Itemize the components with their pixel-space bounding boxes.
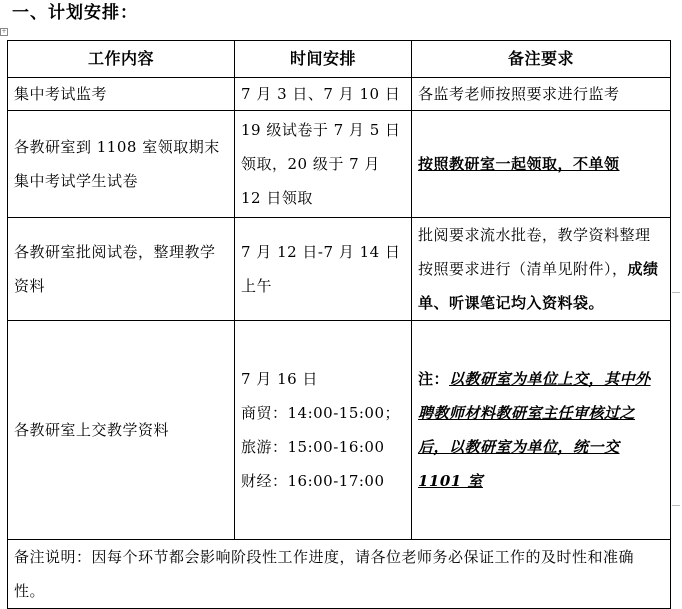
table-footer-row xyxy=(8,540,671,609)
margin-mark xyxy=(672,292,680,293)
note-emphasis: 成绩单、听课笔记均入资料袋。 xyxy=(418,260,659,312)
header-note: 备注要求 xyxy=(412,41,671,78)
note-cell xyxy=(412,111,671,218)
note-cell xyxy=(412,321,671,540)
margin-mark xyxy=(672,505,680,506)
footer-note: 备注说明：因每个环节都会影响阶段性工作进度，请各位老师务必保证工作的及时性和准确性。 xyxy=(8,540,671,609)
task-cell: 各教研室上交教学资料 xyxy=(8,321,235,540)
time-cell: 7 月 12 日-7 月 14 日上午 xyxy=(235,218,412,321)
table-row xyxy=(8,321,671,540)
section-heading: 一、计划安排： xyxy=(12,3,138,23)
time-cell xyxy=(235,78,412,111)
header-task: 工作内容 xyxy=(8,41,235,78)
time-line: 7 月 3 日、7 月 10 日 xyxy=(241,85,401,103)
table-anchor-icon[interactable]: + xyxy=(1,28,7,35)
schedule-table xyxy=(7,40,671,609)
time-line: 商贸：14:00-15:00； xyxy=(241,404,401,422)
table-row xyxy=(8,218,671,321)
time-line: 7 月 16 日 xyxy=(241,370,318,388)
task-cell: 各教研室到 1108 室领取期末集中考试学生试卷 xyxy=(8,111,235,218)
table-row xyxy=(8,78,671,111)
task-cell: 各教研室批阅试卷，整理教学资料 xyxy=(8,218,235,321)
time-cell: 19 级试卷于 7 月 5 日领取，20 级于 7 月 12 日领取 xyxy=(235,111,412,218)
note-cell xyxy=(412,218,671,321)
note-lead: 注： xyxy=(418,370,450,388)
note-text: 批阅要求流水批卷，教学资料整理按照要求进行（清单见附件）， xyxy=(418,226,651,278)
time-cell xyxy=(235,321,412,540)
header-time: 时间安排 xyxy=(235,41,412,78)
note-emphasis: 按照教研室一起领取，不单领 xyxy=(418,155,620,173)
note-emphasis: 以教研室为单位上交，其中外聘教师材料教研室主任审核过之后，以教研室为单位，统一交 1101 室 xyxy=(418,370,651,490)
table-header-row xyxy=(8,41,671,78)
note-cell: 各监考老师按照要求进行监考 xyxy=(412,78,671,111)
time-line: 财经：16:00-17:00 xyxy=(241,472,385,490)
time-line: 旅游：15:00-16:00 xyxy=(241,438,385,456)
task-cell: 集中考试监考 xyxy=(8,78,235,111)
table-row xyxy=(8,111,671,218)
